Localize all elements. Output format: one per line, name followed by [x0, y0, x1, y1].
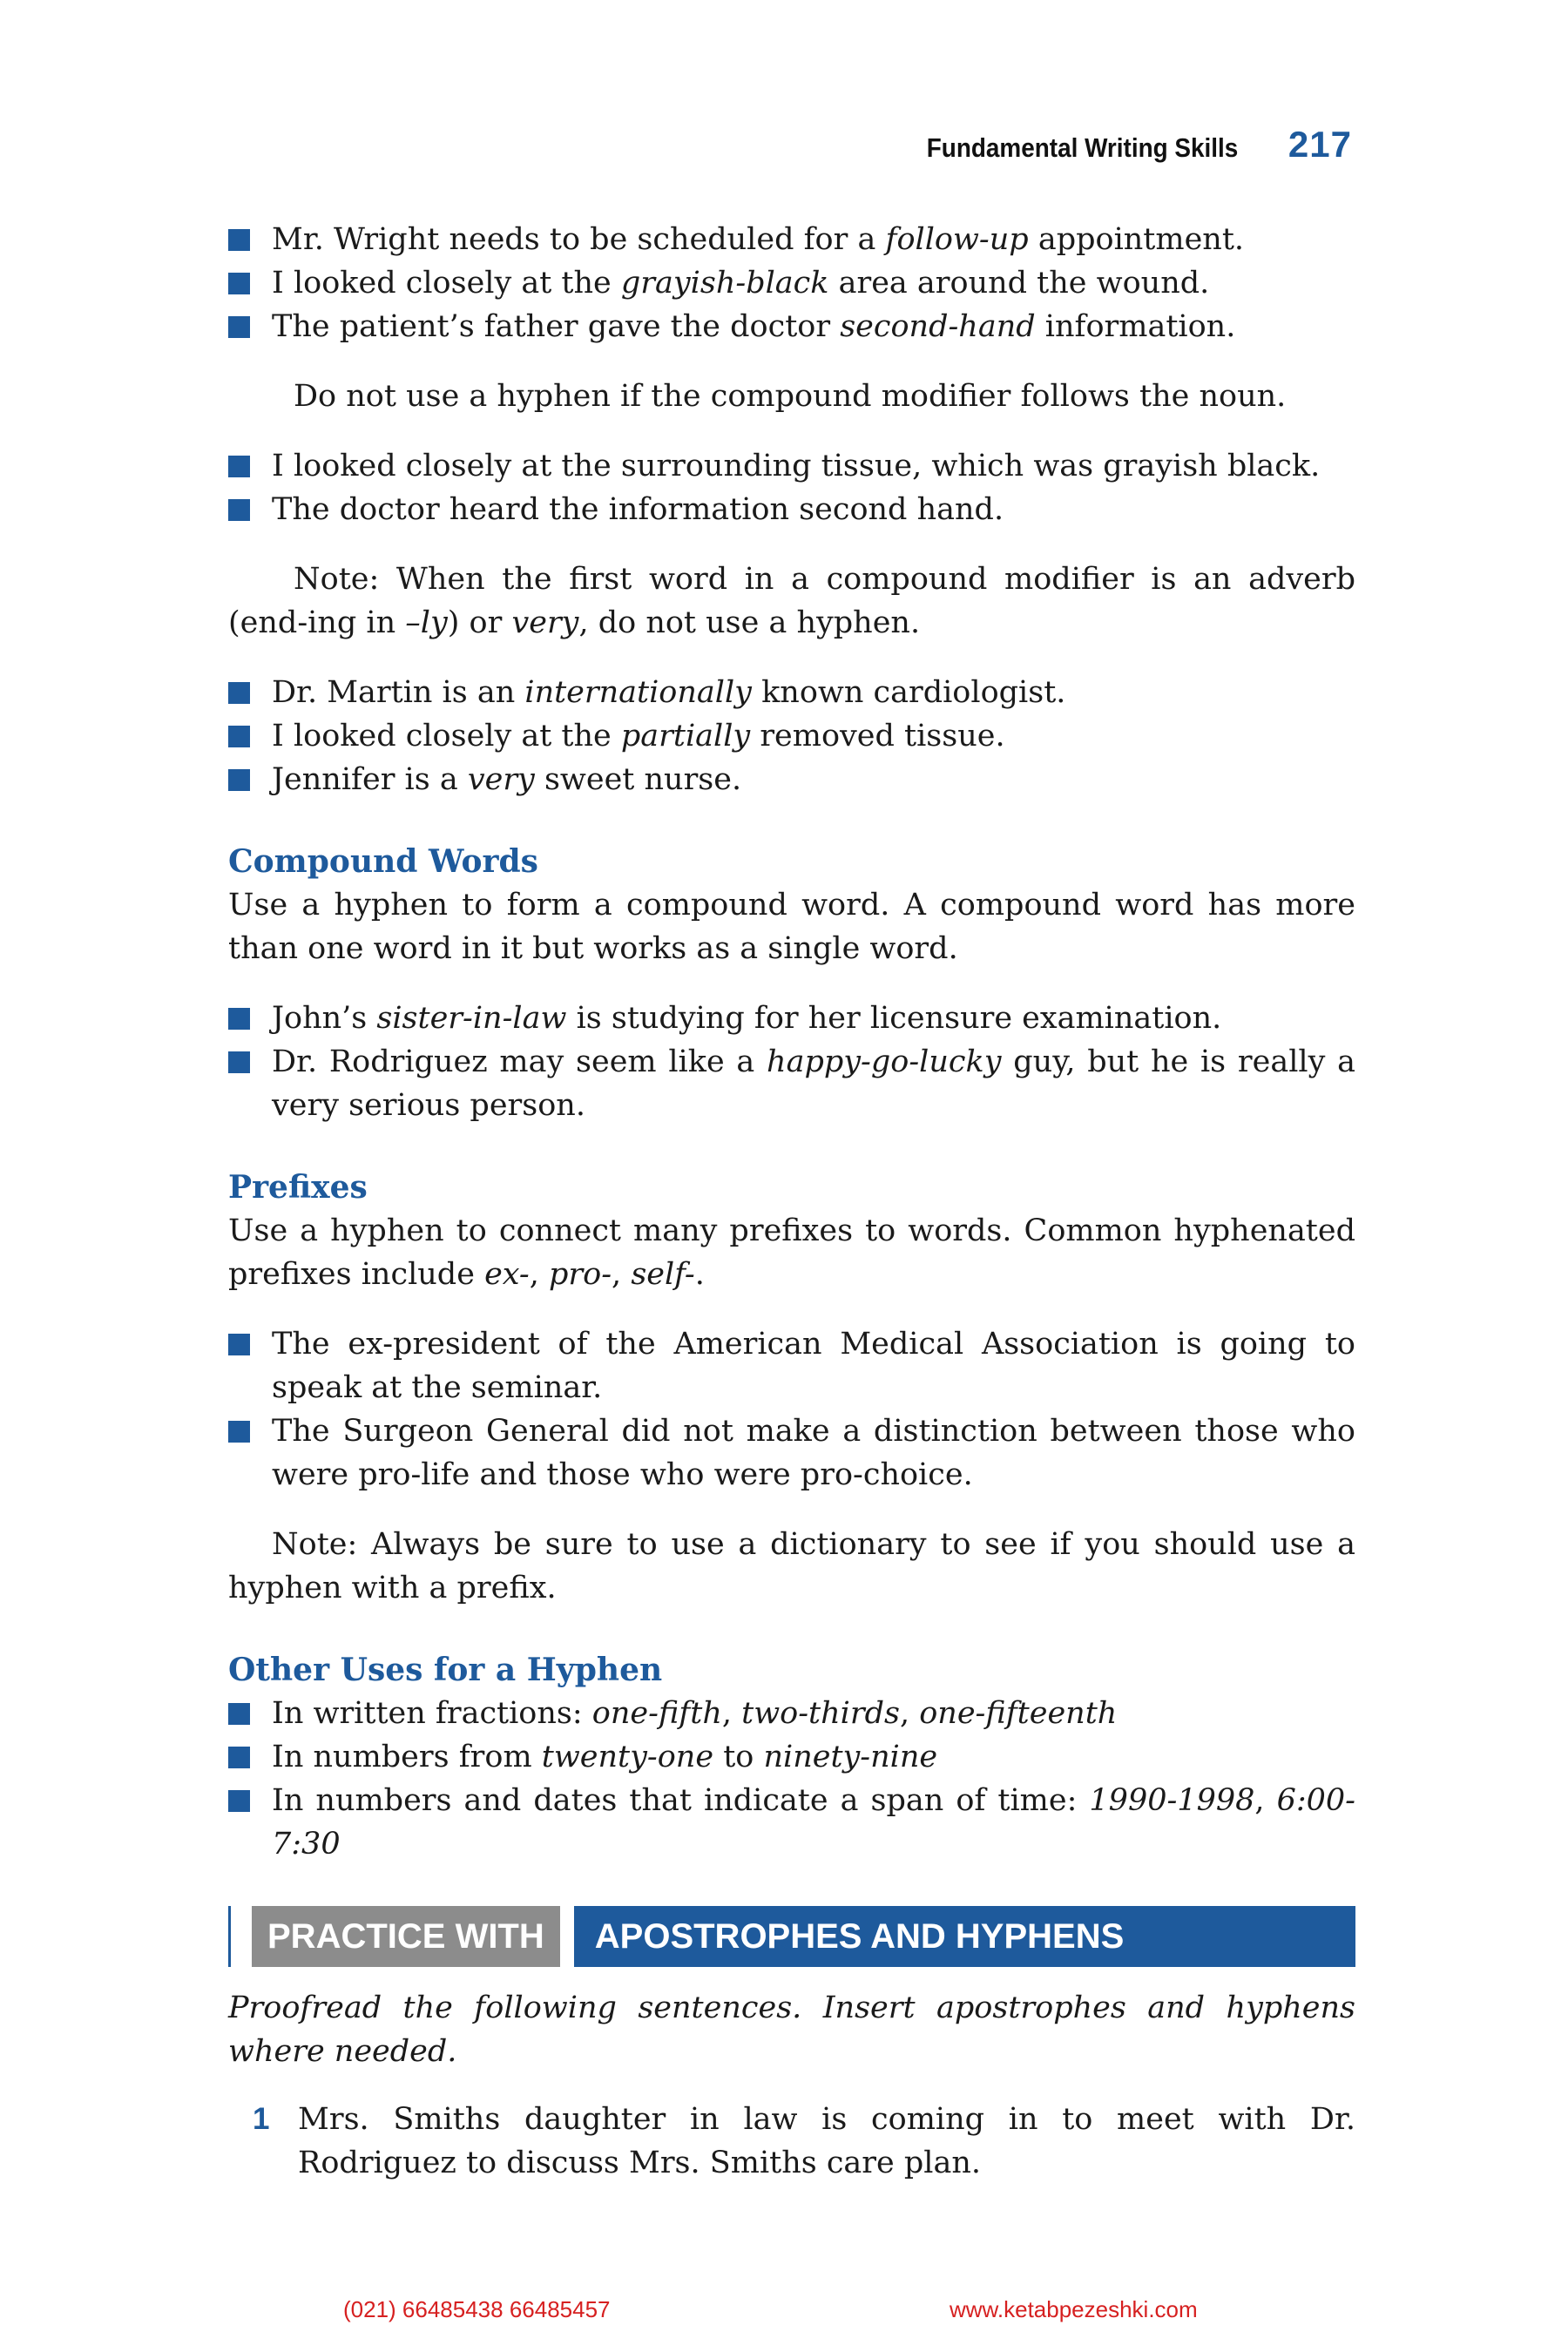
list-item: John’s sister-in-law is studying for her licensure examination. — [228, 997, 1355, 1040]
spacer — [228, 645, 1355, 671]
spacer — [228, 418, 1355, 444]
list-item: In numbers from twenty-one to ninety-nine — [228, 1735, 1355, 1779]
bullet-list-compound-words — [228, 997, 1355, 1127]
paragraph: Use a hyphen to form a compound word. A compound word has more than one word in it but works as a single word. — [228, 888, 1355, 966]
paragraph: Use a hyphen to connect many prefixes to words. Common hyphenated prefixes include ex-, pro-, self-. — [228, 1213, 1355, 1292]
list-item: Mr. Wright needs to be scheduled for a follow-up appointment. — [228, 218, 1355, 261]
spacer — [228, 1610, 1355, 1648]
banner-rule — [228, 1906, 231, 1967]
spacer — [228, 1497, 1355, 1523]
running-head — [892, 124, 1352, 166]
list-item: I looked closely at the grayish-black area around the wound. — [228, 261, 1355, 305]
page-body — [228, 218, 1355, 2185]
practice-items — [228, 2098, 1355, 2185]
practice-label: PRACTICE WITH — [252, 1906, 560, 1967]
practice-item — [228, 2098, 1355, 2185]
list-item: The Surgeon General did not make a distinction between those who were pro-life and those who were pro-choice. — [228, 1409, 1355, 1497]
spacer — [228, 1296, 1355, 1322]
item-text: Mrs. Smiths daughter in law is coming in to meet with Dr. Rodriguez to discuss Mrs. Smiths care plan. — [298, 2102, 1355, 2180]
section-heading-prefixes: Prefixes — [228, 1169, 368, 1206]
bullet-list-adverbs — [228, 671, 1355, 801]
list-item: The doctor heard the information second hand. — [228, 488, 1355, 531]
bullet-list-hyphen-before-noun — [228, 218, 1355, 348]
list-item: The patient’s father gave the doctor second-hand information. — [228, 305, 1355, 348]
paragraph: Do not use a hyphen if the compound modifier follows the noun. — [294, 379, 1287, 414]
page-number: 217 — [1288, 124, 1352, 165]
practice-instructions: Proofread the following sentences. Insert apostrophes and hyphens where needed. — [228, 1990, 1355, 2069]
spacer — [228, 1127, 1355, 1166]
running-title: Fundamental Writing Skills — [926, 132, 1238, 163]
list-item: Jennifer is a very sweet nurse. — [228, 758, 1355, 801]
list-item: In written fractions: one-fifth, two-thirds, one-fifteenth — [228, 1692, 1355, 1735]
spacer — [228, 801, 1355, 840]
list-item: Dr. Rodriguez may seem like a happy-go-lucky guy, but he is really a very serious person. — [228, 1040, 1355, 1127]
spacer — [228, 531, 1355, 558]
spacer — [228, 348, 1355, 375]
note-paragraph: Note: When the first word in a compound modifier is an adverb (end-ing in –ly) or very, do not use a hyphen. — [228, 562, 1355, 640]
footer-website: www.ketabpezeshki.com — [950, 2296, 1198, 2322]
practice-banner — [228, 1906, 1355, 1967]
section-heading-compound-words: Compound Words — [228, 843, 538, 880]
footer-phone: (021) 66485438 66485457 — [343, 2296, 611, 2322]
bullet-list-other-uses — [228, 1692, 1355, 1866]
section-heading-other-uses: Other Uses for a Hyphen — [228, 1652, 663, 1688]
list-item: The ex-president of the American Medical Association is going to speak at the seminar. — [228, 1322, 1355, 1409]
note-paragraph: Note: Always be sure to use a dictionary to see if you should use a hyphen with a prefix. — [228, 1527, 1355, 1605]
list-item: I looked closely at the partially removed tissue. — [228, 714, 1355, 758]
spacer — [228, 970, 1355, 997]
list-item: In numbers and dates that indicate a span of time: 1990-1998, 6:00-7:30 — [228, 1779, 1355, 1866]
practice-topic: APOSTROPHES AND HYPHENS — [574, 1906, 1355, 1967]
list-item: Dr. Martin is an internationally known cardiologist. — [228, 671, 1355, 714]
bullet-list-hyphen-after-noun — [228, 444, 1355, 531]
item-number: 1 — [253, 2102, 270, 2136]
list-item: I looked closely at the surrounding tissue, which was grayish black. — [228, 444, 1355, 488]
bullet-list-prefixes — [228, 1322, 1355, 1497]
